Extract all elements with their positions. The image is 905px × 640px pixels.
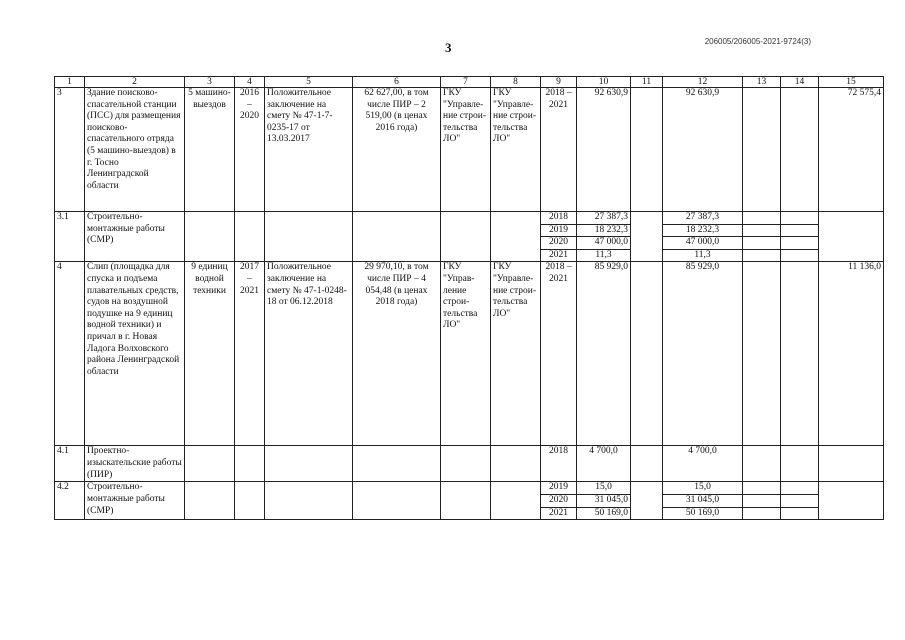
col-header: 8 xyxy=(491,77,541,88)
empty-cell xyxy=(353,212,441,262)
col-header: 11 xyxy=(631,77,663,88)
empty-cell xyxy=(743,446,781,482)
empty-cell xyxy=(265,446,353,482)
empty-cell xyxy=(781,212,819,225)
amount-col12: 47 000,0 xyxy=(663,237,743,250)
col-header: 4 xyxy=(235,77,265,88)
object-years: 2017 – 2021 xyxy=(235,262,265,446)
empty-cell xyxy=(743,262,781,446)
object-name: Слип (площадка для спуска и подъема плавательных средств, судов на воздушной подушке на 9 единиц водной техники) и причал в г. Новая Ладога Волховского района Ленинградской области xyxy=(85,262,185,446)
year-cell: 2018 xyxy=(541,446,577,482)
year-cell: 2021 xyxy=(541,249,577,262)
year-cell: 2020 xyxy=(541,494,577,507)
amount-col12: 15,0 xyxy=(663,482,743,495)
col-header: 12 xyxy=(663,77,743,88)
amount-col15: 11 136,0 xyxy=(819,262,884,446)
col-header: 2 xyxy=(85,77,185,88)
empty-cell xyxy=(781,507,819,520)
amount-col12: 31 045,0 xyxy=(663,494,743,507)
financing-period: 2018 – 2021 xyxy=(541,88,577,212)
col-header: 14 xyxy=(781,77,819,88)
amount-col12: 11,3 xyxy=(663,249,743,262)
empty-cell xyxy=(781,88,819,212)
empty-cell xyxy=(441,212,491,262)
object-name: Строительно-монтажные работы (СМР) xyxy=(85,482,185,520)
amount-col12: 92 630,9 xyxy=(663,88,743,212)
empty-cell xyxy=(441,482,491,520)
table-row xyxy=(55,446,884,482)
empty-cell xyxy=(743,224,781,237)
developer: ГКУ "Управле-ние строи-тельства ЛО" xyxy=(491,262,541,446)
row-number: 3 xyxy=(55,88,85,212)
amount-col10: 92 630,9 xyxy=(577,88,631,212)
amount-col10: 15,0 xyxy=(577,482,631,495)
empty-cell xyxy=(819,482,884,520)
empty-cell xyxy=(235,212,265,262)
object-name: Проектно-изыскательские работы (ПИР) xyxy=(85,446,185,482)
amount-col10: 4 700,0 xyxy=(577,446,631,482)
amount-col10: 85 929,0 xyxy=(577,262,631,446)
page-number: 3 xyxy=(445,40,452,55)
empty-cell xyxy=(819,446,884,482)
empty-cell xyxy=(781,224,819,237)
empty-cell xyxy=(185,212,235,262)
empty-cell xyxy=(819,212,884,262)
empty-cell xyxy=(743,249,781,262)
expert-conclusion: Положительное заключение на смету № 47-1-7-0235-17 от 13.03.2017 xyxy=(265,88,353,212)
col-header: 1 xyxy=(55,77,85,88)
expert-conclusion: Положительное заключение на смету № 47-1-0248-18 от 06.12.2018 xyxy=(265,262,353,446)
table-row xyxy=(55,212,884,225)
year-cell: 2020 xyxy=(541,237,577,250)
amount-col15: 72 575,4 xyxy=(819,88,884,212)
developer: ГКУ "Управле-ние строи-тельства ЛО" xyxy=(491,88,541,212)
empty-cell xyxy=(781,237,819,250)
amount-col12: 18 232,3 xyxy=(663,224,743,237)
empty-cell xyxy=(185,446,235,482)
empty-cell xyxy=(781,249,819,262)
amount-col12: 50 169,0 xyxy=(663,507,743,520)
table-row xyxy=(55,88,884,212)
col-header: 13 xyxy=(743,77,781,88)
amount-col10: 27 387,3 xyxy=(577,212,631,225)
empty-cell xyxy=(743,507,781,520)
empty-cell xyxy=(631,446,663,482)
estimated-cost: 29 970,10, в том числе ПИР – 4 054,48 (в ценах 2018 года) xyxy=(353,262,441,446)
customer: ГКУ "Управ-ление строи-тельства ЛО" xyxy=(441,262,491,446)
empty-cell xyxy=(743,237,781,250)
empty-cell xyxy=(235,482,265,520)
column-number-row xyxy=(55,77,884,88)
object-name: Строительно-монтажные работы (СМР) xyxy=(85,212,185,262)
col-header: 5 xyxy=(265,77,353,88)
col-header: 3 xyxy=(185,77,235,88)
empty-cell xyxy=(265,212,353,262)
empty-cell xyxy=(743,88,781,212)
empty-cell xyxy=(491,482,541,520)
year-cell: 2019 xyxy=(541,224,577,237)
amount-col10: 50 169,0 xyxy=(577,507,631,520)
row-number: 4.2 xyxy=(55,482,85,520)
amount-col10: 47 000,0 xyxy=(577,237,631,250)
estimated-cost: 62 627,00, в том числе ПИР – 2 519,00 (в ценах 2016 года) xyxy=(353,88,441,212)
amount-col10: 11,3 xyxy=(577,249,631,262)
customer: ГКУ "Управле-ние строи-тельства ЛО" xyxy=(441,88,491,212)
empty-cell xyxy=(743,212,781,225)
empty-cell xyxy=(185,482,235,520)
col-header: 15 xyxy=(819,77,884,88)
row-number: 4 xyxy=(55,262,85,446)
empty-cell xyxy=(353,482,441,520)
empty-cell xyxy=(743,482,781,495)
year-cell: 2018 xyxy=(541,212,577,225)
amount-col10: 31 045,0 xyxy=(577,494,631,507)
col-header: 7 xyxy=(441,77,491,88)
empty-cell xyxy=(781,494,819,507)
empty-cell xyxy=(235,446,265,482)
empty-cell xyxy=(743,494,781,507)
row-number: 3.1 xyxy=(55,212,85,262)
table-row xyxy=(55,482,884,495)
empty-cell xyxy=(781,482,819,495)
object-name: Здание поисково-спасательной станции (ПСС) для размещения поисково-спасательного отряда (5 машино-выездов) в г. Тосно Ленинградской области xyxy=(85,88,185,212)
col-header: 9 xyxy=(541,77,577,88)
empty-cell xyxy=(631,212,663,262)
empty-cell xyxy=(631,262,663,446)
row-number: 4.1 xyxy=(55,446,85,482)
empty-cell xyxy=(781,262,819,446)
year-cell: 2021 xyxy=(541,507,577,520)
amount-col12: 85 929,0 xyxy=(663,262,743,446)
empty-cell xyxy=(631,482,663,520)
object-years: 2016 – 2020 xyxy=(235,88,265,212)
object-capacity: 5 машино-выездов xyxy=(185,88,235,212)
document-id: 206005/206005-2021-9724(3) xyxy=(704,37,811,46)
empty-cell xyxy=(265,482,353,520)
investment-table xyxy=(54,76,884,520)
year-cell: 2019 xyxy=(541,482,577,495)
amount-col12: 27 387,3 xyxy=(663,212,743,225)
financing-period: 2018 – 2021 xyxy=(541,262,577,446)
empty-cell xyxy=(781,446,819,482)
table-row xyxy=(55,262,884,446)
amount-col10: 18 232,3 xyxy=(577,224,631,237)
empty-cell xyxy=(491,446,541,482)
col-header: 6 xyxy=(353,77,441,88)
object-capacity: 9 единиц водной техники xyxy=(185,262,235,446)
empty-cell xyxy=(491,212,541,262)
col-header: 10 xyxy=(577,77,631,88)
empty-cell xyxy=(441,446,491,482)
empty-cell xyxy=(353,446,441,482)
empty-cell xyxy=(631,88,663,212)
amount-col12: 4 700,0 xyxy=(663,446,743,482)
